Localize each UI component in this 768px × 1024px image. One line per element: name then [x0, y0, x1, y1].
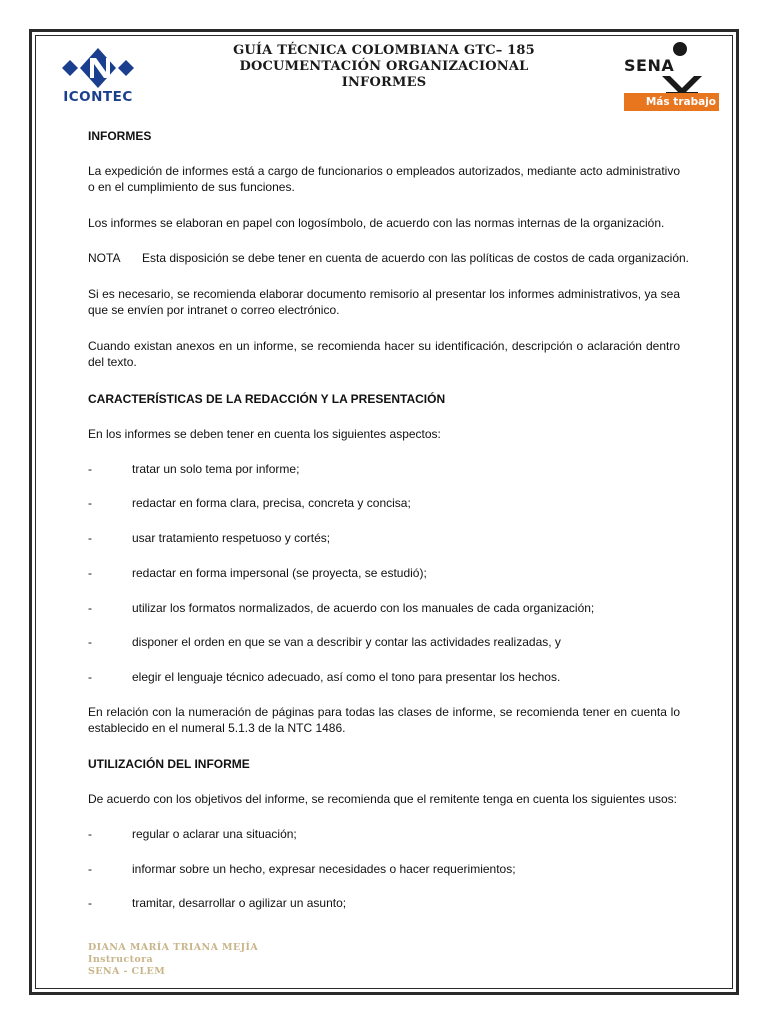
- paragraph-5: En los informes se deben tener en cuenta los siguientes aspectos:: [88, 427, 441, 441]
- bullet-dash: -: [88, 496, 92, 510]
- bullet-dash: -: [88, 531, 92, 545]
- icontec-logo-text: ICONTEC: [63, 89, 133, 105]
- bullet-dash: -: [88, 635, 92, 649]
- list-item-text: elegir el lenguaje técnico adecuado, así como el tono para presentar los hechos.: [132, 670, 561, 684]
- header-line-3: INFORMES: [341, 75, 427, 90]
- sena-slogan-banner: Más trabajo: [624, 93, 719, 111]
- list-item-text: regular o aclarar una situación;: [132, 827, 297, 841]
- bullet-dash: -: [88, 566, 92, 580]
- bullet-dash: -: [88, 896, 92, 910]
- list-item-text: usar tratamiento respetuoso y cortés;: [132, 531, 331, 545]
- section-heading-informes: INFORMES: [88, 129, 152, 143]
- list-item-text: redactar en forma impersonal (se proyecta, se estudió);: [132, 566, 427, 580]
- author-role: Instructora: [88, 954, 154, 965]
- document-header: [0, 43, 768, 91]
- header-line-1: GUÍA TÉCNICA COLOMBIANA GTC– 185: [233, 43, 535, 58]
- bullet-dash: -: [88, 670, 92, 684]
- nota-label: NOTA: [88, 251, 121, 265]
- bullet-dash: -: [88, 462, 92, 476]
- paragraph-7: De acuerdo con los objetivos del informe, se recomienda que el remitente tenga en cuenta los siguientes usos:: [88, 792, 678, 806]
- paragraph-1: La expedición de informes está a cargo de funcionarios o empleados autorizados, mediante acto administrativo o en el cumplimiento de sus funciones.: [88, 164, 680, 194]
- bullet-dash: -: [88, 601, 92, 615]
- paragraph-6: En relación con la numeración de páginas para todas las clases de informe, se recomienda tener en cuenta lo establecido en el numeral 5.1.3 de la NTC 1486.: [88, 705, 680, 735]
- sena-logo-text: SENA: [624, 56, 675, 75]
- list-item-text: redactar en forma clara, precisa, concreta y concisa;: [132, 496, 411, 510]
- header-line-2: DOCUMENTACIÓN ORGANIZACIONAL: [239, 59, 529, 74]
- list-item-text: tramitar, desarrollar o agilizar un asunto;: [132, 896, 347, 910]
- author-footer: [88, 942, 258, 978]
- author-name: DIANA MARÍA TRIANA MEJÍA: [88, 942, 259, 953]
- bullet-dash: -: [88, 862, 92, 876]
- paragraph-2: Los informes se elaboran en papel con logosímbolo, de acuerdo con las normas internas de la organización.: [88, 216, 665, 230]
- list-item-text: disponer el orden en que se van a describir y contar las actividades realizadas, y: [132, 635, 561, 649]
- list-item-text: tratar un solo tema por informe;: [132, 462, 300, 476]
- paragraph-4: Cuando existan anexos en un informe, se recomienda hacer su identificación, descripción o aclaración dentro del texto.: [88, 339, 680, 369]
- list-item-text: informar sobre un hecho, expresar necesidades o hacer requerimientos;: [132, 862, 516, 876]
- bullet-dash: -: [88, 827, 92, 841]
- paragraph-3: Si es necesario, se recomienda elaborar documento remisorio al presentar los informes administrativos, ya sea que se envíen por intranet o correo electrónico.: [88, 287, 680, 317]
- nota-text: Esta disposición se debe tener en cuenta de acuerdo con las políticas de costos de cada organización.: [142, 251, 690, 265]
- section-heading-utilizacion: UTILIZACIÓN DEL INFORME: [88, 757, 250, 771]
- section-heading-caracteristicas: CARACTERÍSTICAS DE LA REDACCIÓN Y LA PRESENTACIÓN: [88, 392, 446, 406]
- list-item-text: utilizar los formatos normalizados, de acuerdo con los manuales de cada organización;: [132, 601, 595, 615]
- author-org: SENA - CLEM: [88, 966, 166, 977]
